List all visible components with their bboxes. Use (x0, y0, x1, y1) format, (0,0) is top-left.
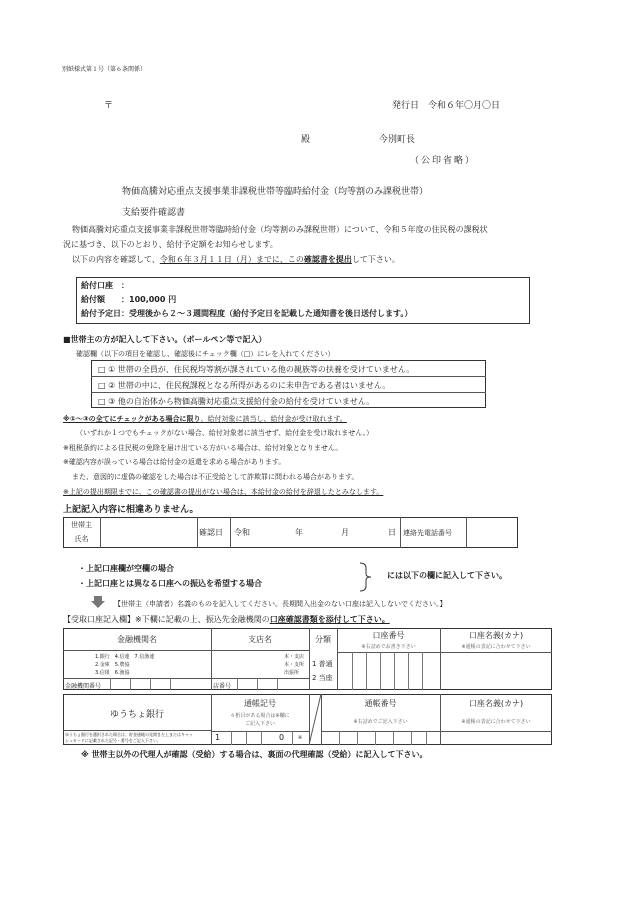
number-label: 通帳番号 (364, 699, 397, 708)
bank-types-3: 3.信組 6.漁協 (95, 670, 130, 676)
symbol-label: 通帳記号 (244, 699, 276, 708)
check-item-2[interactable]: □ ② 世帯の中に、住民税課税となる所得があるのに未申告である者はいません。 (98, 381, 391, 390)
section-head-bold: 【受取口座記入欄】 (63, 615, 135, 624)
yucho-note-2: シュカードに記載された記号・番号をご記入下さい。 (65, 738, 161, 743)
note-5: ※上記の提出期限までに、この確認書の提出がない場合は、本給付金の給付を辞退したとみなします。 (63, 488, 384, 496)
section-head-ul: 口座確認書類を添付して下さい。 (269, 615, 390, 624)
number-digit-3[interactable] (375, 731, 376, 745)
day-label: 日 (388, 528, 396, 537)
number-sub: ※右詰めでご記入下さい (353, 719, 408, 725)
amount-label: 給付額 ：100,000 円 (81, 295, 177, 304)
account-label: 給付口座 ： (81, 281, 129, 290)
transfer-cond-1: ・上記口座欄が空欄の場合 (78, 564, 174, 573)
section-head-mid: ※下欄に記載の上、振込先金融機関の (135, 615, 270, 624)
intro-para2 (72, 254, 400, 265)
bank-types-1: 1.銀行 4.信連 7.信漁連 (95, 654, 155, 660)
brace-icon (358, 562, 374, 592)
head-label-2: 氏名 (74, 535, 89, 543)
note-3: ※確認内容が誤っている場合は給付金の返還を求める場合があります。 (63, 458, 286, 466)
note-1-bold: ※①～③の全てにチェックがある場合に限り (63, 415, 201, 423)
seal-omitted: （公印省略） (410, 156, 477, 166)
yucho-holder-sub: ※通帳の表記に合わせて下さい (461, 719, 531, 725)
bank-code-digit-3[interactable] (150, 678, 151, 690)
yucho-holder-label: 口座名義(カナ) (468, 699, 524, 708)
month-label: 月 (341, 528, 349, 537)
arrow-note: 【世帯主（申請者）名義のものを記入してください。長期間入出金のない口座は記入しないでください。】 (114, 600, 447, 608)
year-label: 年 (295, 528, 303, 537)
intro-para1a: 物価高騰対応重点支援事業非課税世帯等臨時給付金（均等割のみ課税世帯）について、令和５年度の住民税の課税状 (72, 225, 488, 234)
symbol-asterisk: ※ (298, 735, 303, 741)
intro-submit: 確認書を提出 (303, 255, 352, 264)
schedule-label: 給付予定日：受理後から２～３週間程度（給付予定日を記載した通知書を後日送付します。） (81, 309, 413, 318)
phone-label: 連絡先電話番号 (403, 529, 452, 537)
check-item-1[interactable]: □ ① 世帯の全員が、住民税均等割が課されている他の親族等の扶養を受けていません。 (98, 365, 415, 374)
account-digit-5[interactable] (408, 652, 409, 690)
mayor-title: 今別町長 (379, 135, 416, 145)
checks-heading: ■世帯主の方が記入して下さい。（ボールペン等で記入） (63, 335, 267, 344)
checks-instruction: 確認欄（以下の項目を確認し、確認後にチェック欄（□）にレを入れてください） (76, 350, 335, 358)
number-digit-6[interactable] (426, 731, 427, 745)
postal-mark: 〒 (104, 101, 114, 111)
symbol-digit-4[interactable] (261, 731, 262, 745)
type-2: 2 当座 (312, 674, 333, 682)
title-line1: 物価高騰対応重点支援事業非課税世帯等臨時給付金（均等割のみ課税世帯） (122, 187, 429, 197)
col-type: 分類 (315, 635, 331, 644)
bank-code-digit-2[interactable] (130, 678, 131, 690)
bank-code-digit-1[interactable] (110, 678, 111, 690)
confirm-divider-phone (400, 517, 401, 548)
yucho-holder-input[interactable] (442, 732, 550, 744)
col-account-sub: ※右詰めでお書き下さい (361, 644, 416, 650)
symbol-digit-6[interactable] (292, 731, 293, 745)
branch-code-digit-3[interactable] (277, 678, 278, 690)
era-label: 令和 (234, 528, 250, 537)
proxy-note: ※ 世帯主以外の代理人が確認（受給）する場合は、裏面の代理確認（受給）に記入して下さい。 (81, 750, 428, 759)
intro-para2-post: して下さい。 (351, 255, 400, 264)
symbol-digit-zero: 0 (279, 733, 285, 742)
confirm-heading: 上記記入内容に相違ありません。 (63, 505, 199, 515)
account-holder-input[interactable] (442, 654, 550, 688)
account-digit-3[interactable] (380, 652, 381, 690)
symbol-digit-3[interactable] (246, 731, 247, 745)
account-digit-4[interactable] (394, 652, 395, 690)
col-account: 口座番号 (372, 631, 405, 640)
intro-para1b: 況に基づき、以下のとおり、給付予定額をお知らせします。 (63, 240, 278, 249)
account-section-heading (63, 614, 390, 625)
number-digit-5[interactable] (411, 731, 412, 745)
transfer-result: には以下の欄に記入して下さい。 (387, 571, 507, 580)
branch-code-digit-1[interactable] (237, 678, 238, 690)
bank-types-2: 2.金庫 5.農協 (95, 662, 130, 668)
branch-type-2: 本・支所 (284, 662, 305, 668)
type-1: 1 普通 (312, 660, 333, 668)
yucho-name: ゆうちょ銀行 (109, 710, 164, 720)
confirm-divider-name (100, 517, 101, 548)
note-1-sub: （いずれか１つでもチェックがない場合、給付対象者に該当せず、給付金を受け取れません。） (76, 429, 374, 437)
head-label-1: 世帯主 (71, 521, 92, 529)
number-digit-2[interactable] (357, 731, 358, 745)
col-bank: 金融機関名 (117, 635, 157, 644)
col-branch: 支店名 (248, 635, 272, 644)
title-line2: 支給要件確認書 (122, 208, 186, 218)
checks-divider-1 (91, 376, 486, 377)
phone-input[interactable] (468, 520, 516, 546)
note-1 (63, 414, 347, 424)
confirm-divider-date-value (230, 517, 231, 548)
form-number: 別紙様式第１号（第６条関係） (62, 66, 147, 73)
bank-code-label: 金融機関番号 (65, 683, 102, 690)
note-1-rest: 、給付対象に該当し、給付金が受け取れます。 (200, 415, 347, 423)
symbol-sub-2: ご記入下さい (244, 721, 275, 727)
number-digit-4[interactable] (393, 731, 394, 745)
intro-para2-pre: 以下の内容を確認して、 (72, 255, 160, 264)
note-4: また、意図的に虚偽の確認をした場合は不正受給として詐欺罪に問われる場合があります。 (72, 473, 359, 481)
account-digit-6[interactable] (422, 652, 423, 690)
date-label: 確認日 (199, 528, 223, 537)
symbol-sub-1: ６桁目がある場合は※欄に (230, 713, 290, 719)
slash-mark (309, 694, 321, 745)
checks-divider-2 (91, 392, 486, 393)
symbol-digit-first: 1 (215, 733, 221, 742)
intro-deadline: 令和６年３月１１日（月）までに、この (159, 255, 304, 264)
branch-type-3: 出張所 (284, 670, 300, 676)
head-name-input[interactable] (102, 527, 196, 541)
branch-type-1: 本・支店 (284, 654, 305, 660)
branch-code-digit-2[interactable] (257, 678, 258, 690)
account-digit-2[interactable] (366, 652, 367, 690)
number-digit-1[interactable] (339, 731, 340, 745)
branch-code-label: 店番号 (213, 683, 232, 690)
bank-code-line (63, 678, 309, 679)
bank-header-line-left (63, 650, 309, 651)
confirm-divider-date (197, 517, 198, 548)
account-digit-1[interactable] (352, 652, 353, 690)
bank-header-line-right (337, 652, 552, 653)
issue-date: 発行日 令和６年〇月〇日 (392, 101, 501, 111)
yucho-note-1: ゆうちょ銀行を選択された場合は、貯金通帳の見開き左上またはキャッ (65, 732, 193, 737)
bank-code-digit-4[interactable] (170, 678, 171, 690)
down-arrow-icon (91, 596, 105, 608)
col-holder: 口座名義(カナ) (468, 631, 524, 640)
note-2: ※租税条約による住民税の免除を届け出ている方がいる場合は、給付対象となりません。 (63, 444, 343, 452)
check-item-3[interactable]: □ ③ 他の自治体から物価高騰対応重点支援給付金の給付を受けていません。 (98, 397, 375, 406)
symbol-digit-2[interactable] (231, 731, 232, 745)
honorific: 殿 (301, 135, 311, 145)
transfer-cond-2: ・上記口座とは異なる口座への振込を希望する場合 (78, 579, 262, 588)
confirm-divider-phone-value (466, 517, 467, 548)
col-holder-sub: ※通帳の表記に合わせて下さい (461, 644, 531, 650)
yucho-note-line (63, 730, 211, 731)
yucho-symbol-line (211, 731, 309, 732)
